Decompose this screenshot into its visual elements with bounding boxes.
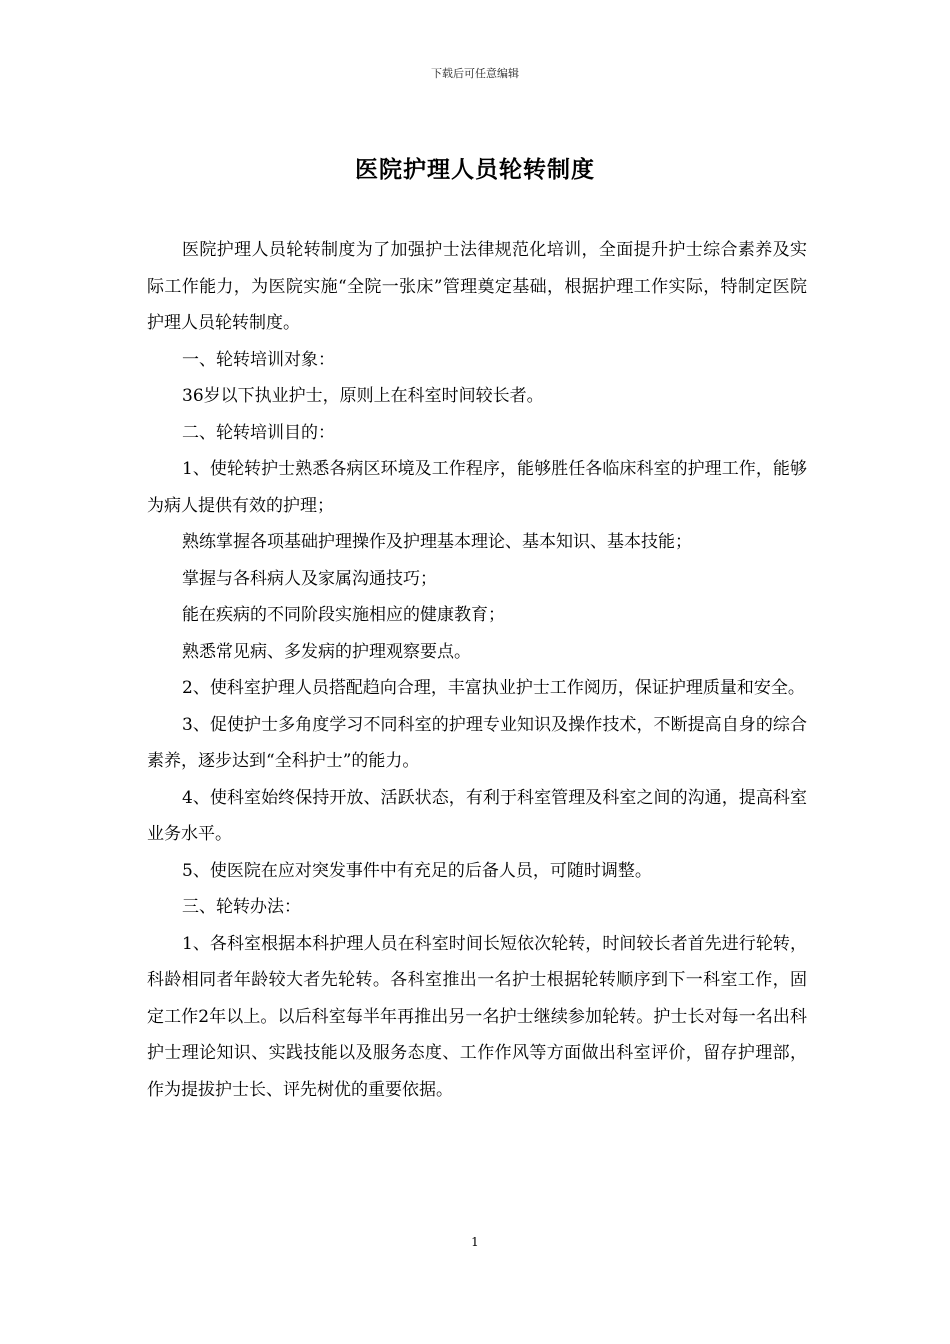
purpose-item-1b: 掌握与各科病人及家属沟通技巧； (182, 568, 437, 589)
purpose-item-1a: 熟练掌握各项基础护理操作及护理基本理论、基本知识、基本技能； (182, 532, 692, 552)
document-title: 医院护理人员轮转制度 (355, 156, 595, 183)
purpose-item-2: 2、使科室护理人员搭配趋向合理，丰富执业护士工作阅历，保证护理质量和安全。 (182, 678, 805, 698)
paragraph-target: 36岁以下执业护士，原则上在科室时间较长者。 (182, 386, 544, 406)
purpose-item-1: 1、使轮转护士熟悉各病区环境及工作程序，能够胜任各临床科室的护理工作，能够为病人提供有效的护理； (147, 459, 807, 516)
purpose-item-1d: 熟悉常见病、多发病的护理观察要点。 (182, 641, 471, 662)
section-heading-3: 三、轮转办法： (182, 897, 301, 917)
method-item-1: 1、各科室根据本科护理人员在科室时间长短依次轮转，时间较长者首先进行轮转，科龄相同者年龄较大者先轮转。各科室推出一名护士根据轮转顺序到下一科室工作，固定工作2年以上。以后科室每半年再推出另一名护士继续参加轮转。护士长对每一名出科护士理论知识、实践技能以及服务态度、工作作风等方面做出科室评价，留存护理部，作为提拔护士长、评先树优的重要依据。 (147, 933, 807, 1100)
purpose-item-4: 4、使科室始终保持开放、活跃状态，有利于科室管理及科室之间的沟通，提高科室业务水平。 (147, 787, 807, 844)
section-heading-2: 二、轮转培训目的： (182, 422, 335, 443)
purpose-item-1c: 能在疾病的不同阶段实施相应的健康教育； (182, 605, 505, 625)
page-number: 1 (471, 1235, 479, 1249)
purpose-item-5: 5、使医院在应对突发事件中有充足的后备人员，可随时调整。 (182, 860, 652, 881)
intro-paragraph: 医院护理人员轮转制度为了加强护士法律规范化培训，全面提升护士综合素养及实际工作能力，为医院实施“全院一张床”管理奠定基础，根据护理工作实际，特制定医院护理人员轮转制度。 (147, 240, 807, 333)
section-heading-1: 一、轮转培训对象： (182, 349, 335, 370)
document-body (147, 232, 807, 1108)
page-header: 下载后可任意编辑 (431, 67, 519, 80)
purpose-item-3: 3、促使护士多角度学习不同科室的护理专业知识及操作技术，不断提高自身的综合素养，逐步达到“全科护士”的能力。 (147, 714, 807, 771)
